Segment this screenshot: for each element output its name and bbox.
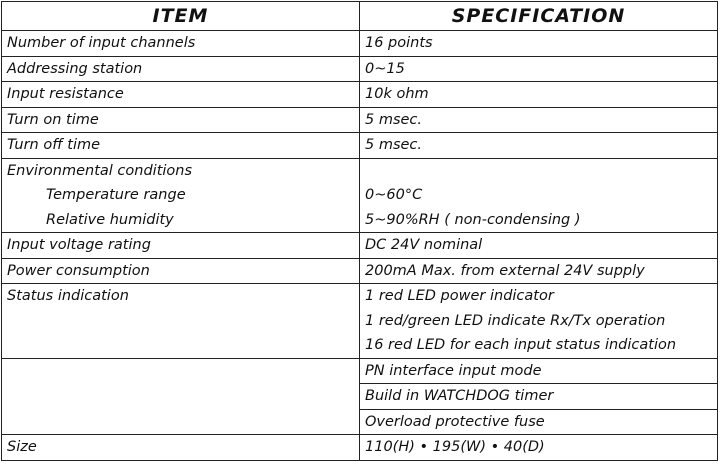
spec-cell: 1 red/green LED indicate Rx/Tx operation [360,309,718,334]
spec-cell: 0~15 [360,56,718,82]
item-cell: Turn off time [2,133,360,159]
spec-cell: 16 points [360,31,718,57]
item-cell: Power consumption [2,258,360,284]
spec-cell: Build in WATCHDOG timer [360,384,718,410]
table-row [2,384,718,410]
item-subcell: Temperature range [2,183,360,208]
item-cell-empty [2,309,360,334]
item-cell: Environmental conditions [2,158,360,183]
table-row [2,208,718,233]
item-cell-empty [2,384,360,410]
table-row [2,258,718,284]
table-row [2,56,718,82]
spec-cell: 5 msec. [360,133,718,159]
table-row [2,133,718,159]
spec-cell: 10k ohm [360,82,718,108]
item-cell-empty [2,358,360,384]
item-cell: Input resistance [2,82,360,108]
table-row [2,309,718,334]
table-row [2,31,718,57]
item-cell: Input voltage rating [2,233,360,259]
table-row [2,158,718,183]
spec-cell: DC 24V nominal [360,233,718,259]
spec-cell-empty [360,158,718,183]
table-row [2,409,718,435]
table-row [2,107,718,133]
specification-table [1,1,718,461]
spec-cell: 200mA Max. from external 24V supply [360,258,718,284]
item-cell: Status indication [2,284,360,309]
table-row [2,82,718,108]
spec-cell: Overload protective fuse [360,409,718,435]
table-header-row [2,2,718,31]
spec-cell: 110(H) • 195(W) • 40(D) [360,435,718,461]
table-row [2,358,718,384]
item-cell-empty [2,333,360,358]
spec-cell: 5~90%RH ( non-condensing ) [360,208,718,233]
spec-cell: 0~60°C [360,183,718,208]
item-cell: Number of input channels [2,31,360,57]
table-row [2,233,718,259]
item-subcell: Relative humidity [2,208,360,233]
table-row [2,333,718,358]
spec-cell: 5 msec. [360,107,718,133]
spec-cell: 1 red LED power indicator [360,284,718,309]
table-row [2,183,718,208]
table-row [2,284,718,309]
item-cell: Size [2,435,360,461]
spec-cell: PN interface input mode [360,358,718,384]
item-cell: Addressing station [2,56,360,82]
spec-cell: 16 red LED for each input status indication [360,333,718,358]
header-specification: SPECIFICATION [360,2,718,31]
header-item: ITEM [2,2,360,31]
item-cell: Turn on time [2,107,360,133]
table-row [2,435,718,461]
item-cell-empty [2,409,360,435]
